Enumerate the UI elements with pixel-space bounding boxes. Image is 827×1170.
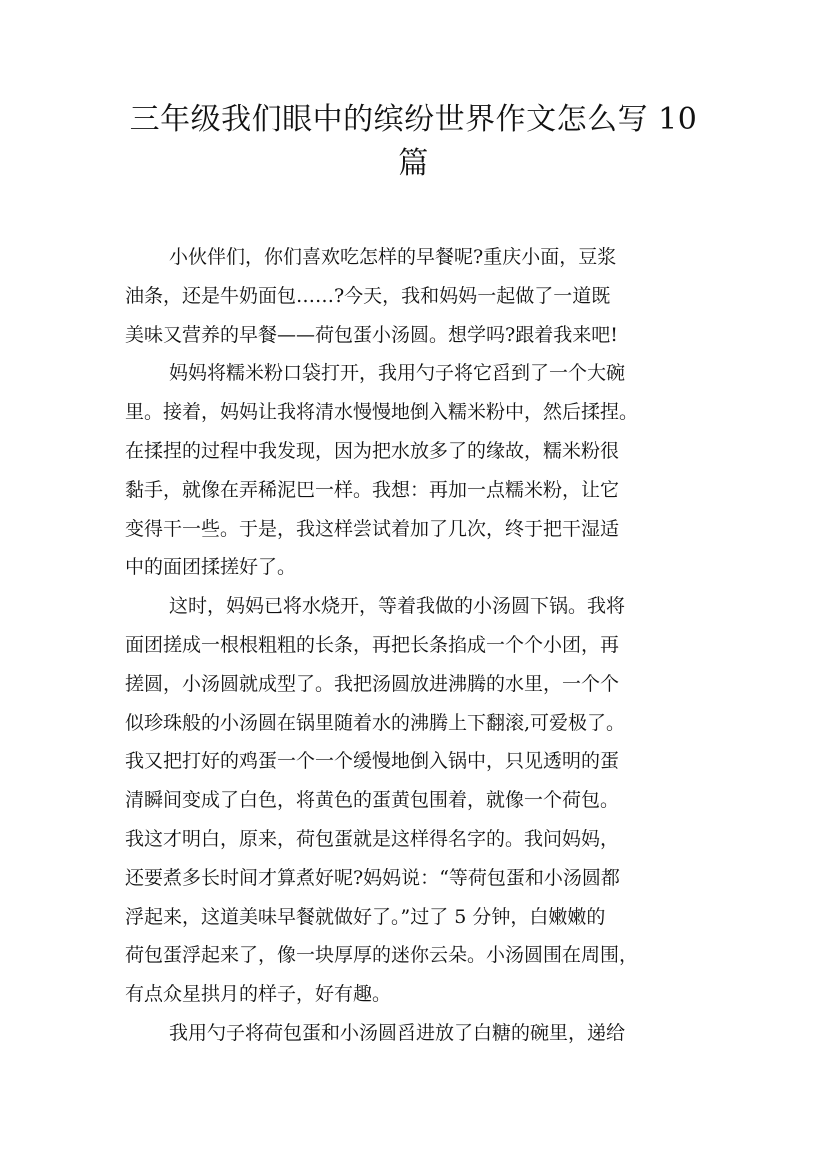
text-line: 油条，还是牛奶面包……?今天，我和妈妈一起做了一道既 bbox=[125, 284, 611, 307]
text-line: 这时，妈妈已将水烧开，等着我做的小汤圆下锅。我将 bbox=[169, 595, 626, 618]
title-line-2: 篇 bbox=[398, 146, 429, 181]
document-body bbox=[125, 238, 715, 1053]
title-line-1: 三年级我们眼中的缤纷世界作文怎么写 10 bbox=[129, 102, 698, 137]
text-line: 面团搓成一根根粗粗的长条，再把长条掐成一个个小团，再 bbox=[125, 633, 620, 656]
text-line: 还要煮多长时间才算煮好呢?妈妈说：“等荷包蛋和小汤圆都 bbox=[125, 866, 620, 889]
text-line: 里。接着，妈妈让我将清水慢慢地倒入糯米粉中，然后揉捏。 bbox=[125, 401, 639, 424]
document-title bbox=[0, 98, 827, 186]
text-line: 我这才明白，原来，荷包蛋就是这样得名字的。我问妈妈， bbox=[125, 827, 620, 850]
text-line: 清瞬间变成了白色，将黄色的蛋黄包围着，就像一个荷包。 bbox=[125, 789, 620, 812]
text-line: 荷包蛋浮起来了，像一块厚厚的迷你云朵。小汤圆围在周围， bbox=[125, 944, 639, 967]
text-line: 在揉捏的过程中我发现，因为把水放多了的缘故，糯米粉很 bbox=[125, 439, 620, 462]
text-line: 似珍珠般的小汤圆在锅里随着水的沸腾上下翻滚,可爱极了。 bbox=[125, 711, 626, 734]
text-line: 小伙伴们，你们喜欢吃怎样的早餐呢?重庆小面，豆浆 bbox=[169, 246, 617, 268]
text-line: 黏手，就像在弄稀泥巴一样。我想：再加一点糯米粉，让它 bbox=[125, 478, 620, 501]
text-line: 变得干一些。于是，我这样尝试着加了几次，终于把干湿适 bbox=[125, 517, 620, 540]
text-line: 我又把打好的鸡蛋一个一个缓慢地倒入锅中，只见透明的蛋 bbox=[125, 750, 620, 773]
text-line: 妈妈将糯米粉口袋打开，我用勺子将它舀到了一个大碗 bbox=[169, 362, 626, 385]
text-line: 我用勺子将荷包蛋和小汤圆舀进放了白糖的碗里，递给 bbox=[169, 1021, 626, 1044]
text-line: 中的面团揉搓好了。 bbox=[125, 556, 297, 579]
text-line: 搓圆，小汤圆就成型了。我把汤圆放进沸腾的水里，一个个 bbox=[125, 672, 620, 695]
text-line: 浮起来，这道美味早餐就做好了。”过了 5 分钟，白嫩嫩的 bbox=[125, 905, 606, 928]
text-line: 美味又营养的早餐——荷包蛋小汤圆。想学吗?跟着我来吧! bbox=[125, 323, 618, 346]
text-line: 有点众星拱月的样子，好有趣。 bbox=[125, 983, 392, 1006]
